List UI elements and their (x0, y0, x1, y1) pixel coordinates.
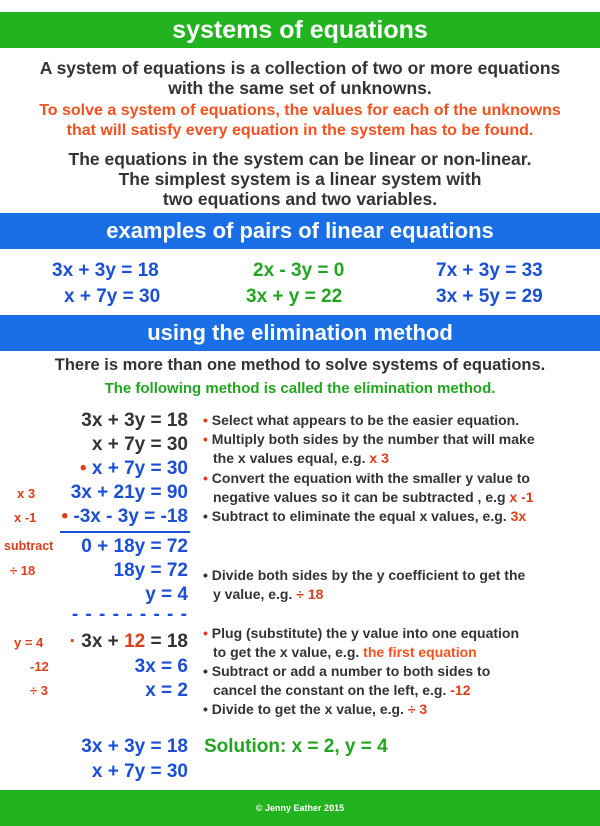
side-xm1: x -1 (14, 510, 37, 525)
elimination-line-1: There is more than one method to solve systems of equations. (54, 356, 546, 374)
elimination-header: using the elimination method (147, 320, 453, 345)
side-m12: -12 (30, 659, 49, 674)
note-2a: • Multiply both sides by the number that will make (203, 431, 535, 447)
work-eq-1: 3x + 3y = 18 (81, 410, 188, 431)
intro-orange-2: that will satisfy every equation in the system has to be found. (66, 122, 534, 139)
solution-eq-1: 3x + 3y = 18 (81, 736, 188, 757)
note-6b: to get the x value, e.g. the first equation (213, 644, 477, 660)
example-2b: 3x + y = 22 (246, 286, 343, 307)
copyright: © Jenny Eather 2015 (255, 803, 345, 813)
note-7b: cancel the constant on the left, e.g. -12 (213, 682, 471, 698)
note-5b: y value, e.g. ÷ 18 (213, 586, 324, 602)
example-2a: 2x - 3y = 0 (253, 260, 345, 281)
work-eq-3: • x + 7y = 30 (79, 458, 188, 479)
footer-band (0, 790, 600, 826)
work-eq-6: 0 + 18y = 72 (81, 536, 188, 557)
work-eq-9: · 3x + 12 = 18 (69, 631, 188, 652)
work-eq-4: 3x + 21y = 90 (70, 482, 188, 503)
elimination-line-2: The following method is called the elimination method. (104, 380, 496, 397)
examples-band (0, 213, 600, 249)
work-eq-2: x + 7y = 30 (91, 434, 188, 455)
side-y4: y = 4 (14, 635, 44, 650)
subtract-line (60, 531, 190, 533)
note-7a: • Subtract or add a number to both sides to (203, 663, 491, 679)
note-3a: • Convert the equation with the smaller y value to (203, 470, 530, 486)
elimination-band (0, 315, 600, 351)
note-6a: • Plug (substitute) the y value into one equation (203, 625, 520, 641)
solution-text: Solution: x = 2, y = 4 (204, 736, 388, 757)
example-1a: 3x + 3y = 18 (52, 260, 159, 281)
side-x3: x 3 (17, 486, 36, 501)
dashes-divider: - - - - - - - - - (71, 604, 188, 625)
intro-line-3: The equations in the system can be linear or non-linear. (68, 149, 532, 169)
note-2b: the x values equal, e.g. x 3 (213, 450, 389, 466)
example-3a: 7x + 3y = 33 (436, 260, 543, 281)
title-band (0, 12, 600, 48)
intro-orange-1: To solve a system of equations, the values for each of the unknowns (39, 102, 561, 119)
note-5a: • Divide both sides by the y coefficient to get the (203, 567, 526, 583)
work-eq-5: • -3x - 3y = -18 (61, 506, 188, 527)
note-4: • Subtract to eliminate the equal x values, e.g. 3x (203, 508, 527, 524)
side-subtract: subtract (4, 539, 54, 553)
work-eq-8: y = 4 (145, 584, 188, 605)
page-title: systems of equations (172, 16, 428, 44)
bullet-dot: · (69, 631, 82, 652)
solution-eq-2: x + 7y = 30 (91, 761, 188, 782)
work-eq-10: 3x = 6 (134, 656, 188, 677)
note-1: • Select what appears to be the easier equation. (203, 412, 520, 428)
intro-line-2: with the same set of unknowns. (168, 78, 432, 98)
work-eq-7: 18y = 72 (113, 560, 188, 581)
note-8: • Divide to get the x value, e.g. ÷ 3 (203, 701, 428, 717)
example-3b: 3x + 5y = 29 (436, 286, 543, 307)
intro-line-4: The simplest system is a linear system with (118, 169, 482, 189)
side-div3: ÷ 3 (30, 683, 48, 698)
bullet-dot: • (79, 458, 92, 479)
intro-line-5: two equations and two variables. (162, 189, 438, 209)
side-div18: ÷ 18 (10, 563, 36, 578)
work-eq-11: x = 2 (145, 680, 188, 701)
example-1b: x + 7y = 30 (64, 286, 161, 307)
bullet-dot: • (61, 506, 74, 527)
note-3b: negative values so it can be subtracted , e.g x -1 (213, 489, 534, 505)
examples-header: examples of pairs of linear equations (106, 218, 494, 243)
intro-line-1: A system of equations is a collection of two or more equations (39, 58, 561, 78)
